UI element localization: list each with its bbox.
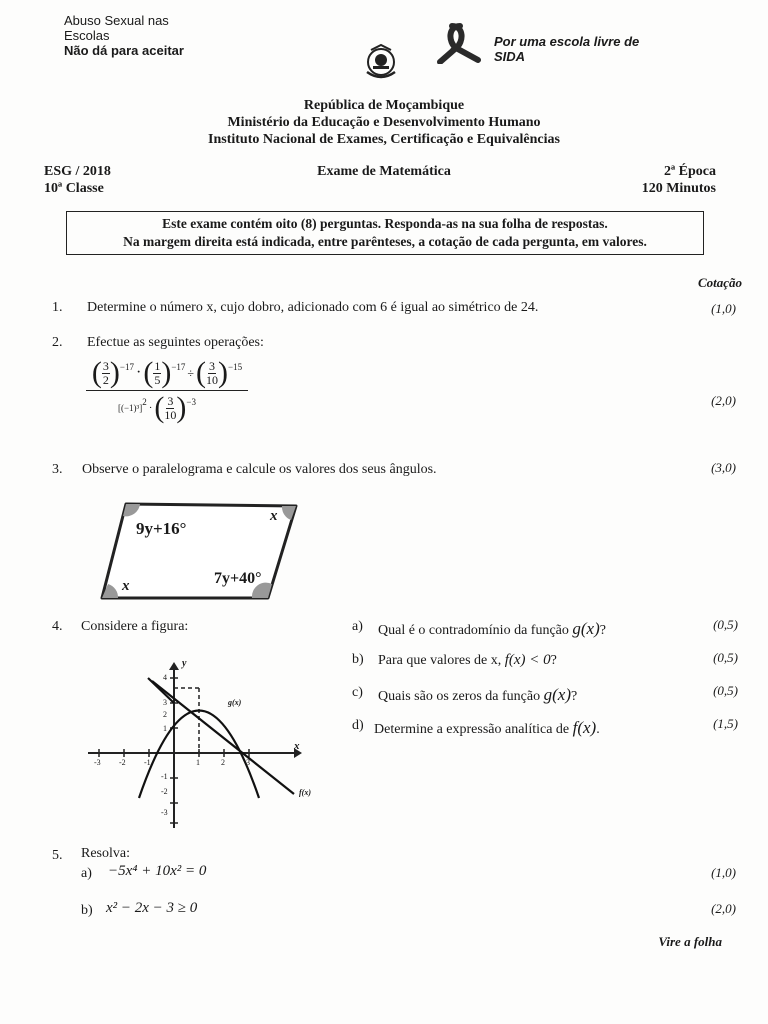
q5b-points: (2,0) [711,901,736,916]
q5-number: 5. [52,848,63,863]
q4d-suffix: . [596,722,600,737]
instructions-line2: Na margem direita está indicada, entre parênteses, a cotação de cada pergunta, em valores. [123,234,647,249]
y-tick-2: 2 [163,710,167,719]
q2-e5: −3 [186,397,196,407]
header-country: República de Moçambique [303,98,465,113]
x-tick-m3: -3 [94,758,101,767]
q2-expression [86,358,248,423]
q2-e1: −17 [119,362,134,372]
campaign-left-line1: Abuso Sexual nas [64,13,169,28]
angle-bottom-right: 7y+40° [214,570,262,587]
y-tick-m2: -2 [161,787,168,796]
y-tick-m1: -1 [161,772,168,781]
q4a-text-body: Qual é o contradomínio da função [378,623,569,638]
q2-n2: 1 [154,358,161,373]
cotacao-label: Cotação [697,275,742,290]
angle-bottom-left: x [122,578,130,594]
y-tick-m3: -3 [161,808,168,817]
q4-number: 4. [52,619,63,634]
q4c-suffix: ? [571,689,578,704]
q2-text: Efectue as seguintes operações: [87,335,264,350]
official-header [0,97,768,148]
q4-item-b [352,648,742,672]
campaign-left [64,13,184,58]
x-tick-2: 2 [221,758,225,767]
angle-top-right: x [270,508,278,524]
q3-number: 3. [52,462,63,477]
campaign-left-line2: Escolas [64,28,110,43]
q2-numerator: ( $\frac{3}{2}$ ) −17 · ( $\frac{1}{5}$ ) −17 ÷ ( $\frac{3}{10}$ ) −15 [86,358,248,391]
q2-denominator: [(−1)³] 2 · ( $\frac{3}{10}$ ) −3 [117,391,196,424]
q5a-expr: −5x⁴ + 10x² = 0 [108,863,207,879]
exam-subject: Exame de Matemática [317,164,451,179]
q2-e3: −15 [228,362,243,372]
q4b-text-body: Para que valores de x, [378,653,502,668]
function-graph-svg [84,658,314,836]
parallelogram-figure [100,500,300,602]
q2-n5: 3 [167,393,174,408]
q5-text: Resolva: [81,846,130,861]
q4d-letter: d) [352,718,364,733]
q4d-fn: f(x) [572,718,597,737]
q2-base: [(−1)³] [117,403,143,413]
x-tick-3: 3 [246,758,250,767]
campaign-right-line1: Por uma escola livre de [494,34,640,49]
exam-epoch: 2ª Época [663,164,716,179]
instructions-box [66,211,704,255]
q2-n3: 3 [209,358,215,373]
q4-item-c [352,681,742,705]
q4c-text-body: Quais são os zeros da função [378,689,541,704]
q1-number: 1. [52,300,63,315]
q2-d3: 10 [206,372,218,387]
q3-text: Observe o paralelograma e calcule os valores dos seus ângulos. [82,462,437,477]
y-tick-3: 3 [163,698,167,707]
q2-d2: 5 [154,372,161,387]
q2-e2: −17 [171,362,186,372]
q4c-points: (0,5) [713,683,738,698]
q2-dot: · [136,364,142,381]
turn-page-note: Vire a folha [658,934,722,949]
q2-n1: 3 [102,358,109,373]
q4b-text [378,652,557,669]
q4b-letter: b) [352,652,364,667]
q4c-text [378,685,577,705]
header-ministry: Ministério da Educação e Desenvolvimento Humano [227,115,541,130]
q4a-points: (0,5) [713,617,738,632]
graph-x-label: x [294,740,300,752]
q5a-points: (1,0) [711,865,736,880]
q5b-letter: b) [81,903,93,918]
x-tick-m2: -2 [119,758,126,767]
graph-g-label: g(x) [228,698,242,707]
y-tick-4: 4 [163,673,167,682]
awareness-ribbon-icon [426,22,486,64]
q2-div: ÷ [187,365,194,380]
exam-class: 10ª Classe [44,181,104,196]
q2-d5: 10 [164,407,177,422]
q4d-points: (1,5) [713,716,738,731]
q2-d1: 2 [102,372,109,387]
function-graph [84,658,314,836]
q2-e4: 2 [142,397,147,407]
q3-points: (3,0) [711,460,736,475]
instructions-line1: Este exame contém oito (8) perguntas. Responda-as na sua folha de respostas. [162,216,608,231]
q4d-text-body: Determine a expressão analítica de [374,722,570,737]
graph-y-label: y [182,658,187,669]
q4a-fn: g(x) [572,619,600,638]
q4a-text [378,619,606,639]
exam-level: ESG / 2018 [44,164,111,179]
campaign-left-slogan: Não dá para aceitar [64,43,184,58]
q4d-text [374,718,600,738]
q2-number: 2. [52,335,63,350]
q4a-letter: a) [352,619,363,634]
angle-top-left: 9y+16° [136,519,187,538]
q4b-suffix: ? [550,653,557,668]
exam-duration: 120 Minutos [641,181,716,196]
x-tick-m1: -1 [144,758,151,767]
q4-item-d [352,714,742,738]
q2-points: (2,0) [711,393,736,408]
q4-item-a [352,615,742,639]
q4-text: Considere a figura: [81,619,189,634]
q4c-fn: g(x) [543,685,571,704]
q1-text: Determine o número x, cujo dobro, adicionado com 6 é igual ao simétrico de 24. [87,300,539,315]
header-institute: Instituto Nacional de Exames, Certificação e Equivalências [208,132,560,147]
x-tick-1: 1 [196,758,200,767]
q4a-suffix: ? [599,623,606,638]
q4c-letter: c) [352,685,363,700]
campaign-right [494,34,639,64]
graph-f-label: f(x) [299,788,311,797]
q5a-letter: a) [81,866,92,881]
y-tick-1: 1 [163,724,167,733]
q4b-points: (0,5) [713,650,738,665]
q4b-fn: f(x) < 0 [504,652,551,668]
mozambique-emblem-icon [361,42,401,82]
q5b-expr: x² − 2x − 3 ≥ 0 [106,900,198,916]
q1-points: (1,0) [711,301,736,316]
campaign-right-line2: SIDA [494,49,526,64]
